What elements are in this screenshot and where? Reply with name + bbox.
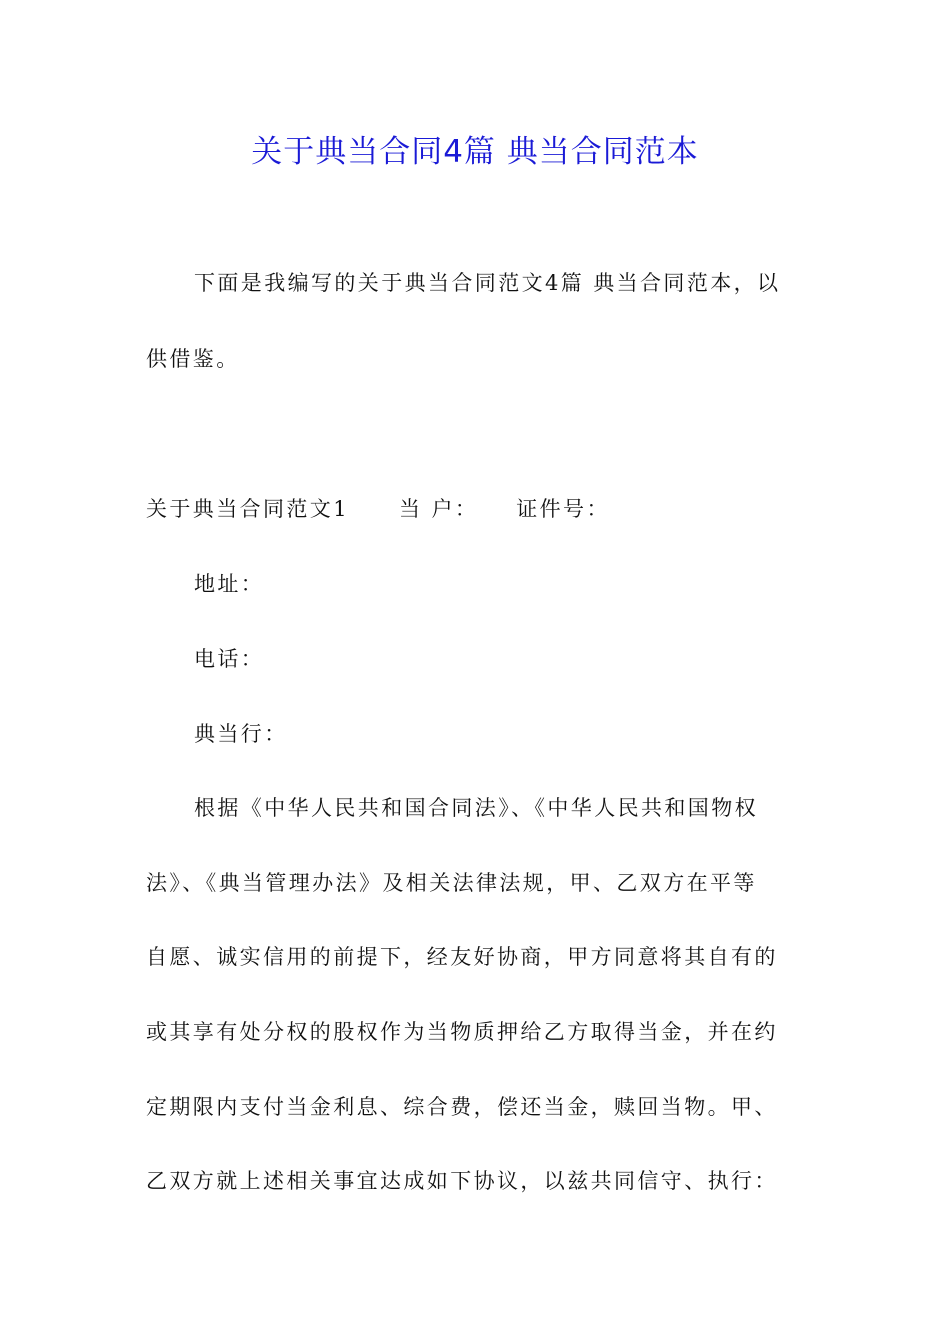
body-line-2: 法》、《典当管理办法》及相关法律法规，甲、乙双方在平等 [146,871,757,895]
intro-line-1: 下面是我编写的关于典当合同范文4篇 典当合同范本，以 [194,271,781,295]
phone-field-label: 电话： [194,647,265,671]
body-line-1: 根据《中华人民共和国合同法》、《中华人民共和国物权 [194,796,758,820]
body-line-3: 自愿、诚实信用的前提下，经友好协商，甲方同意将其自有的 [146,945,778,969]
pawnshop-field-label: 典当行： [194,722,288,746]
page-title: 关于典当合同4篇 典当合同范本 [251,134,699,170]
intro-line-2: 供借鉴。 [146,347,240,371]
address-field-label: 地址： [194,572,265,596]
section-heading-row [146,494,816,524]
id-number-field-label: 证件号： [516,497,610,521]
body-line-4: 或其享有处分权的股权作为当物质押给乙方取得当金，并在约 [146,1020,778,1044]
body-line-5: 定期限内支付当金利息、综合费，偿还当金，赎回当物。甲、 [146,1095,778,1119]
pawner-field-label: 当 户： [398,497,479,521]
body-line-6: 乙双方就上述相关事宜达成如下协议，以兹共同信守、执行： [146,1169,778,1193]
section-heading: 关于典当合同范文1 [146,497,349,521]
